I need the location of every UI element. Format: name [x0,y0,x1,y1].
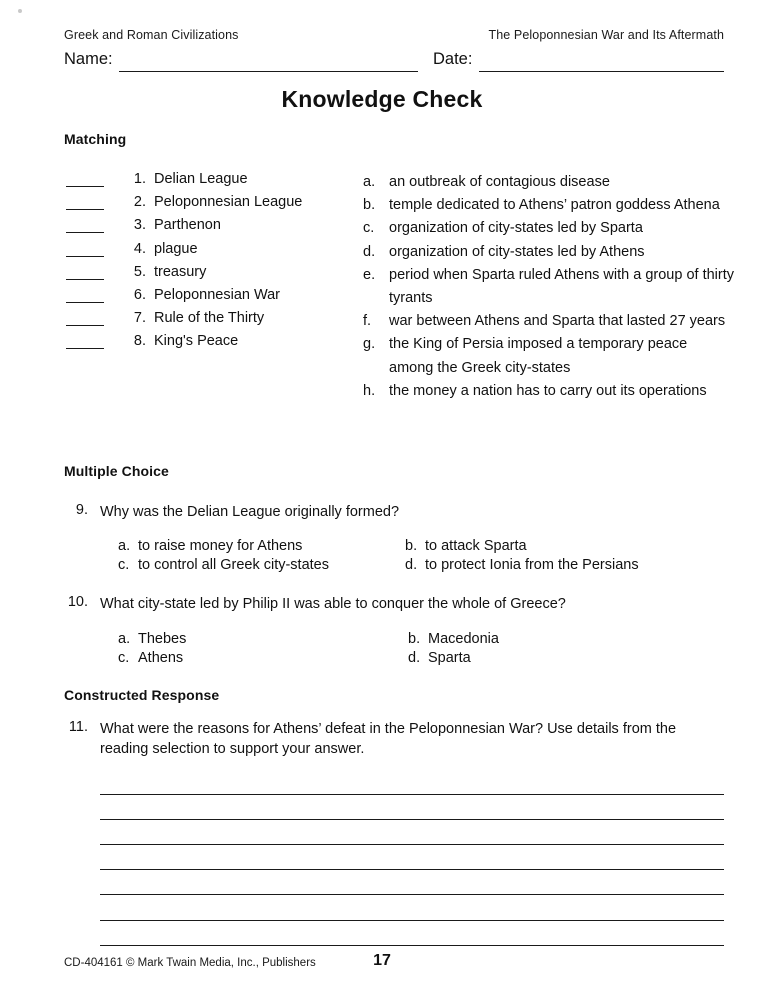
option-c-letter: c. [118,650,130,666]
matching-item-term: King's Peace [154,333,239,350]
answer-line[interactable] [100,845,724,870]
matching-definition [363,333,735,379]
question-text: What city-state led by Philip II was able to conquer the whole of Greece? [100,596,566,612]
definition-letter: a. [363,174,376,190]
option-a-letter: a. [118,538,131,554]
definition-letter: g. [363,336,376,353]
question-9-options [118,538,724,576]
option-d-letter: d. [408,650,421,666]
definition-text: organization of city-states led by Sparta [389,220,643,237]
answer-line[interactable] [100,895,724,920]
option-b[interactable] [408,631,499,647]
footer-page-number: 17 [373,952,391,969]
matching-definition [363,171,735,194]
option-line [118,538,724,557]
option-b-text: to attack Sparta [425,538,527,554]
option-c[interactable] [118,557,329,573]
option-a-text: Thebes [138,631,187,647]
matching-answer-blank[interactable] [66,348,104,349]
question-11 [64,719,724,759]
question-number: 11. [68,719,88,735]
option-d[interactable] [408,650,471,666]
option-d-text: Sparta [428,650,471,666]
matching-answer-blank[interactable] [66,232,104,233]
matching-row [64,333,354,356]
answer-line[interactable] [100,795,724,820]
question-9 [64,502,724,522]
section-heading-constructed-response: Constructed Response [64,687,220,703]
matching-item-term: Peloponnesian War [154,286,281,303]
definition-text: period when Sparta ruled Athens with a group of thirty tyrants [389,266,734,307]
question-10 [64,594,724,614]
running-head-left: Greek and Roman Civilizations [64,28,239,42]
matching-item-term: Peloponnesian League [154,194,303,211]
definition-text: an outbreak of contagious disease [389,174,610,190]
date-label: Date: [433,50,473,68]
running-head-right: The Peloponnesian War and Its Aftermath [488,28,724,42]
matching-definitions-column [363,171,735,403]
answer-line[interactable] [100,770,724,795]
matching-definition [363,241,735,264]
definition-letter: h. [363,382,376,399]
option-d-text: to protect Ionia from the Persians [425,557,639,573]
option-line [118,650,724,669]
matching-item-term: Rule of the Thirty [154,310,265,327]
matching-row [64,217,354,240]
date-input-rule[interactable] [479,71,724,72]
matching-item-number: 7. [133,310,146,327]
option-line [118,557,724,576]
answer-lines [100,770,724,946]
option-a[interactable] [118,538,302,554]
matching-answer-blank[interactable] [66,186,104,187]
page-title: Knowledge Check [281,86,483,112]
matching-row [64,241,354,264]
matching-item-number: 2. [133,194,146,211]
matching-definition [363,310,735,333]
option-b-text: Macedonia [428,631,499,647]
footer-credit: CD-404161 © Mark Twain Media, Inc., Publishers [64,957,316,969]
question-text: Why was the Delian League originally formed? [100,504,400,520]
option-c-letter: c. [118,557,130,573]
matching-item-term: Parthenon [154,217,221,234]
matching-definition [363,264,735,310]
definition-letter: b. [363,197,376,214]
option-c-text: to control all Greek city-states [138,557,329,573]
option-b[interactable] [405,538,527,554]
question-10-options [118,631,724,669]
definition-letter: e. [363,266,376,283]
option-a[interactable] [118,631,186,647]
question-number: 9. [75,502,88,518]
option-d-letter: d. [405,557,418,573]
answer-line[interactable] [100,820,724,845]
matching-answer-blank[interactable] [66,302,104,303]
option-d[interactable] [405,557,639,573]
question-number: 10. [67,594,88,610]
answer-line[interactable] [100,921,724,946]
definition-text: temple dedicated to Athens’ patron goddess Athena [389,197,720,214]
option-c-text: Athens [138,650,184,666]
matching-definition [363,194,735,217]
section-heading-matching: Matching [64,131,127,147]
matching-answer-blank[interactable] [66,325,104,326]
matching-answer-blank[interactable] [66,279,104,280]
name-label: Name: [64,50,113,68]
matching-row [64,264,354,287]
option-a-letter: a. [118,631,131,647]
definition-text: the money a nation has to carry out its operations [389,382,707,399]
definition-text: the King of Persia imposed a temporary peace among the Greek city-states [389,336,688,376]
question-text: What were the reasons for Athens’ defeat in the Peloponnesian War? Use details from the reading selection to support your answer. [100,721,677,757]
option-b-letter: b. [408,631,421,647]
matching-definition [363,217,735,240]
option-c[interactable] [118,650,183,666]
matching-item-number: 8. [133,333,146,350]
matching-row [64,310,354,333]
definition-letter: c. [363,220,375,237]
matching-item-term: plague [154,240,198,257]
name-input-rule[interactable] [119,71,418,72]
matching-item-number: 6. [133,286,146,303]
matching-row [64,171,354,194]
matching-item-number: 5. [133,263,146,280]
matching-item-number: 4. [133,240,146,257]
section-heading-multiple-choice: Multiple Choice [64,463,169,479]
matching-row [64,194,354,217]
option-line [118,631,724,650]
definition-letter: d. [363,243,376,260]
option-a-text: to raise money for Athens [138,538,303,554]
option-b-letter: b. [405,538,418,554]
matching-item-number: 1. [133,171,146,187]
answer-line[interactable] [100,870,724,895]
matching-row [64,287,354,310]
matching-item-number: 3. [133,217,146,234]
matching-item-term: treasury [154,263,207,280]
matching-definition [363,380,735,403]
definition-letter: f. [363,313,372,330]
matching-item-term: Delian League [154,171,248,187]
definition-text: organization of city-states led by Athens [389,243,645,260]
matching-answer-blank[interactable] [66,209,104,210]
definition-text: war between Athens and Sparta that lasted 27 years [389,313,726,330]
name-date-row [64,50,724,76]
matching-terms-column [64,171,354,357]
matching-answer-blank[interactable] [66,256,104,257]
page-corner-speck [18,9,22,13]
